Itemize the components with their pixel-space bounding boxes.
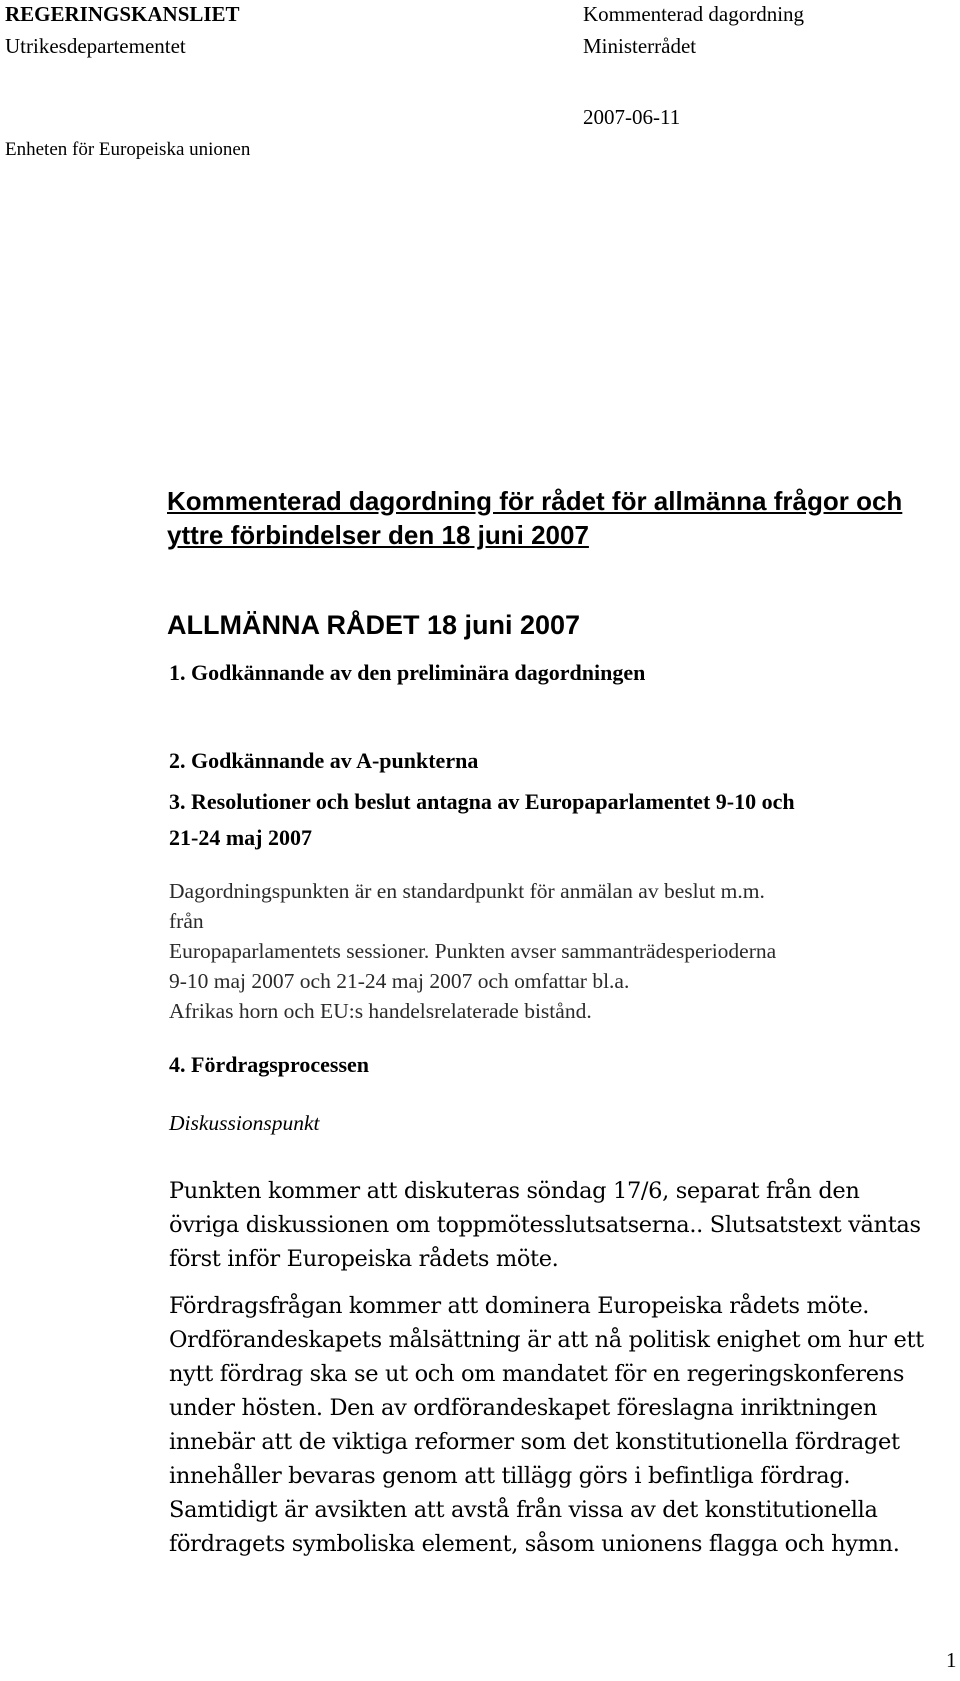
- org-name: REGERINGSKANSLIET: [5, 2, 240, 26]
- paragraph-line: Punkten kommer att diskuteras söndag 17/6, separat från den: [169, 1178, 860, 1204]
- item-3-text-line: Dagordningspunkten är en standardpunkt för anmälan av beslut m.m.: [169, 879, 765, 903]
- paragraph-line: innehåller bevaras genom att tillägg görs i befintliga fördrag.: [169, 1463, 851, 1489]
- unit-name: Enheten för Europeiska unionen: [5, 139, 251, 160]
- ministry-name: Utrikesdepartementet: [5, 34, 186, 58]
- council-heading: ALLMÄNNA RÅDET 18 juni 2007: [167, 610, 581, 640]
- agenda-item-2: 2. Godkännande av A-punkterna: [169, 748, 479, 773]
- item-3-text-line: Afrikas horn och EU:s handelsrelaterade bistånd.: [169, 999, 592, 1023]
- document-date: 2007-06-11: [583, 105, 681, 129]
- agenda-item-3: [169, 784, 795, 856]
- paragraph-line: Samtidigt är avsikten att avstå från vissa av det konstitutionella: [169, 1497, 878, 1523]
- paragraph-line: fördragets symboliska element, såsom unionens flagga och hymn.: [169, 1531, 900, 1557]
- item-3-text-line: från: [169, 909, 204, 933]
- paragraph-line: först inför Europeiska rådets möte.: [169, 1246, 559, 1272]
- document-title-line-2: yttre förbindelser den 18 juni 2007: [167, 520, 589, 550]
- document-title-line-1: Kommenterad dagordning för rådet för allmänna frågor och: [167, 486, 903, 516]
- agenda-item-3-line-2: 21-24 maj 2007: [169, 825, 312, 850]
- paragraph-line: under hösten. Den av ordförandeskapet föreslagna inriktningen: [169, 1395, 877, 1421]
- item-3-text-line: 9-10 maj 2007 och 21-24 maj 2007 och omfattar bl.a.: [169, 969, 630, 993]
- paragraph-line: övriga diskussionen om toppmötesslutsatserna.. Slutsatstext väntas: [169, 1212, 921, 1238]
- agenda-item-3-text: [169, 876, 776, 1026]
- item-3-text-line: Europaparlamentets sessioner. Punkten avser sammanträdesperioderna: [169, 939, 777, 963]
- council-body: Ministerrådet: [583, 34, 697, 58]
- agenda-item-4-paragraph-1: [169, 1174, 921, 1276]
- item-type-label: Diskussionspunkt: [169, 1111, 320, 1135]
- paragraph-line: Ordförandeskapets målsättning är att nå politisk enighet om hur ett: [169, 1327, 924, 1353]
- paragraph-line: Fördragsfrågan kommer att dominera Europeiska rådets möte.: [169, 1293, 870, 1319]
- paragraph-line: innebär att de viktiga reformer som det konstitutionella fördraget: [169, 1429, 900, 1455]
- paragraph-line: nytt fördrag ska se ut och om mandatet för en regeringskonferens: [169, 1361, 905, 1387]
- agenda-item-1: 1. Godkännande av den preliminära dagordningen: [169, 660, 646, 685]
- page-number: 1: [946, 1648, 957, 1672]
- doc-type: Kommenterad dagordning: [583, 2, 805, 26]
- agenda-item-4: 4. Fördragsprocessen: [169, 1052, 370, 1077]
- agenda-item-3-line-1: 3. Resolutioner och beslut antagna av Europaparlamentet 9-10 och: [169, 789, 795, 814]
- agenda-item-4-paragraph-2: [169, 1289, 924, 1561]
